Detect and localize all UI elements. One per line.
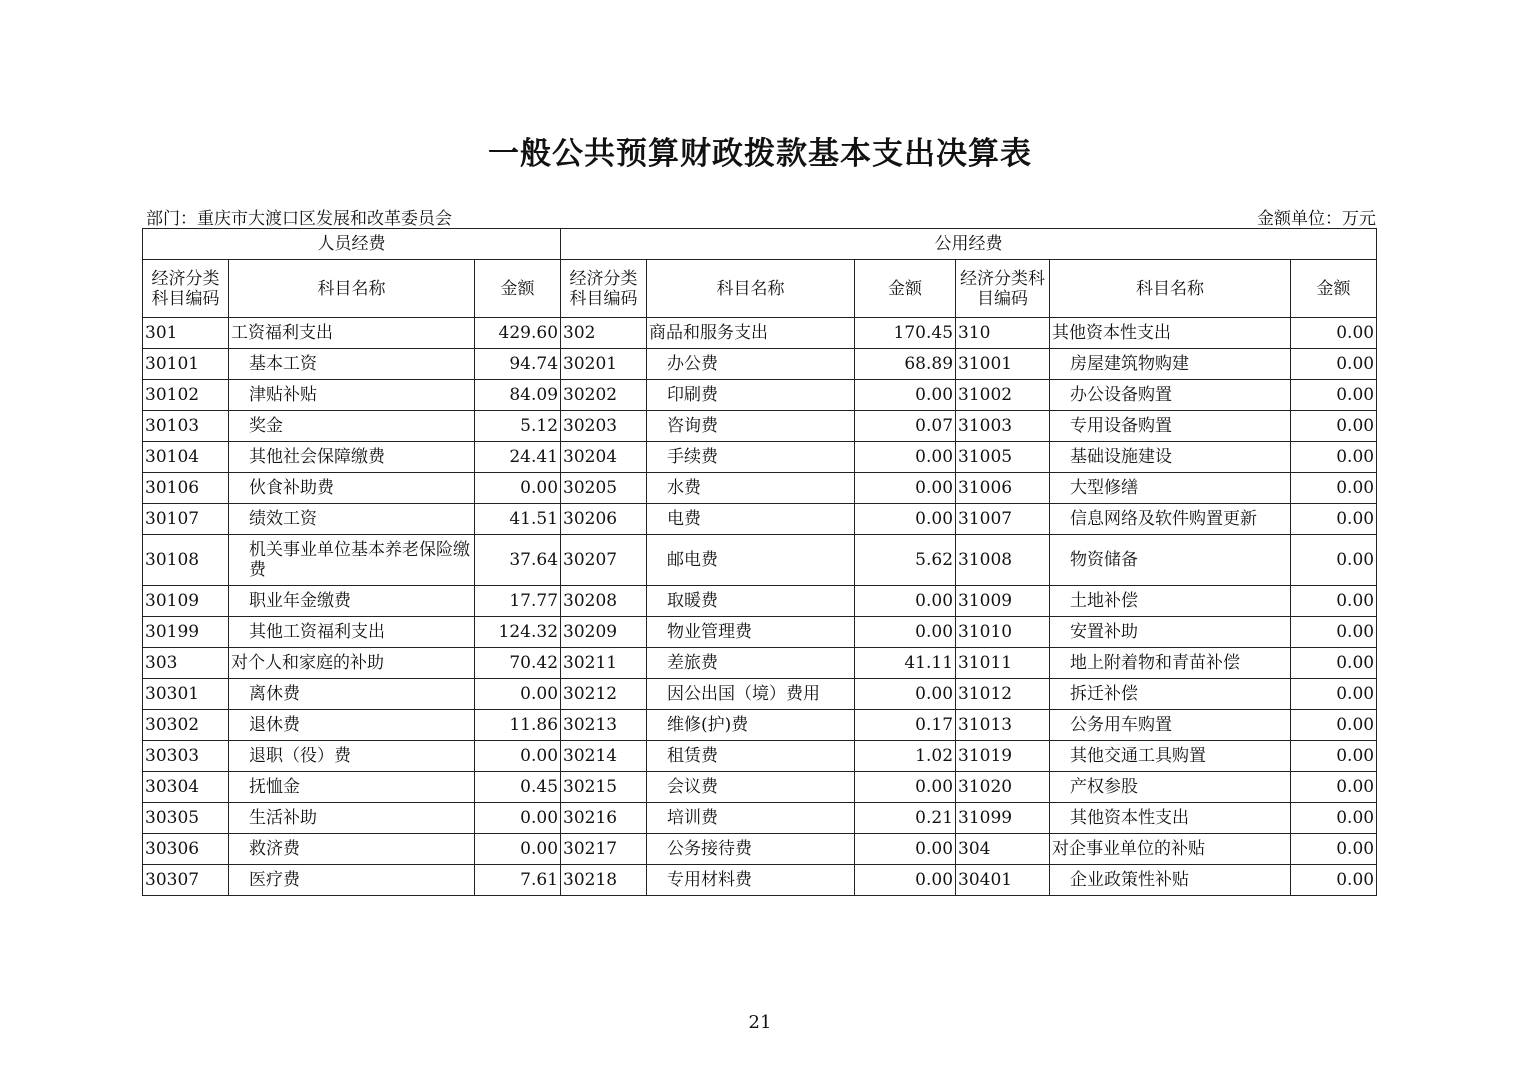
code-cell: 310 — [956, 318, 1050, 349]
expenditure-table — [142, 228, 1377, 896]
code-cell: 30106 — [143, 473, 229, 504]
name-cell: 其他资本性支出 — [1050, 803, 1291, 834]
code-cell: 30108 — [143, 535, 229, 586]
name-cell: 拆迁补偿 — [1050, 679, 1291, 710]
amount-cell: 0.00 — [475, 679, 561, 710]
amount-cell: 0.00 — [1291, 535, 1377, 586]
header-code: 经济分类科目编码 — [143, 260, 229, 318]
code-cell: 31002 — [956, 380, 1050, 411]
column-header-row — [143, 260, 1377, 318]
name-cell: 信息网络及软件购置更新 — [1050, 504, 1291, 535]
amount-cell: 5.62 — [855, 535, 956, 586]
name-cell: 房屋建筑物购建 — [1050, 349, 1291, 380]
code-cell: 30202 — [561, 380, 647, 411]
code-cell: 31007 — [956, 504, 1050, 535]
name-cell: 差旅费 — [647, 648, 855, 679]
code-cell: 31005 — [956, 442, 1050, 473]
name-cell: 机关事业单位基本养老保险缴费 — [229, 535, 475, 586]
name-cell: 生活补助 — [229, 803, 475, 834]
table-row — [143, 318, 1377, 349]
code-cell: 31099 — [956, 803, 1050, 834]
name-cell: 土地补偿 — [1050, 586, 1291, 617]
code-cell: 30215 — [561, 772, 647, 803]
amount-cell: 0.00 — [855, 586, 956, 617]
amount-cell: 70.42 — [475, 648, 561, 679]
code-cell: 30107 — [143, 504, 229, 535]
table-row — [143, 349, 1377, 380]
table-row — [143, 834, 1377, 865]
name-cell: 专用设备购置 — [1050, 411, 1291, 442]
name-cell: 物业管理费 — [647, 617, 855, 648]
name-cell: 离休费 — [229, 679, 475, 710]
amount-cell: 0.00 — [475, 741, 561, 772]
amount-cell: 0.00 — [1291, 803, 1377, 834]
name-cell: 企业政策性补贴 — [1050, 865, 1291, 896]
table-row — [143, 617, 1377, 648]
amount-cell: 24.41 — [475, 442, 561, 473]
name-cell: 其他交通工具购置 — [1050, 741, 1291, 772]
amount-cell: 0.00 — [1291, 679, 1377, 710]
name-cell: 退职（役）费 — [229, 741, 475, 772]
header-code: 经济分类科目编码 — [956, 260, 1050, 318]
name-cell: 安置补助 — [1050, 617, 1291, 648]
amount-cell: 0.00 — [855, 834, 956, 865]
amount-cell: 0.00 — [855, 504, 956, 535]
amount-cell: 0.21 — [855, 803, 956, 834]
name-cell: 邮电费 — [647, 535, 855, 586]
amount-cell: 11.86 — [475, 710, 561, 741]
amount-cell: 0.00 — [1291, 741, 1377, 772]
code-cell: 30213 — [561, 710, 647, 741]
name-cell: 其他资本性支出 — [1050, 318, 1291, 349]
code-cell: 30209 — [561, 617, 647, 648]
code-cell: 30302 — [143, 710, 229, 741]
code-cell: 303 — [143, 648, 229, 679]
name-cell: 商品和服务支出 — [647, 318, 855, 349]
code-cell: 30206 — [561, 504, 647, 535]
table-row — [143, 473, 1377, 504]
table-row — [143, 710, 1377, 741]
code-cell: 30207 — [561, 535, 647, 586]
amount-cell: 0.00 — [1291, 504, 1377, 535]
code-cell: 30208 — [561, 586, 647, 617]
name-cell: 办公设备购置 — [1050, 380, 1291, 411]
table-row — [143, 535, 1377, 586]
name-cell: 办公费 — [647, 349, 855, 380]
amount-cell: 0.00 — [855, 380, 956, 411]
name-cell: 会议费 — [647, 772, 855, 803]
amount-cell: 0.00 — [1291, 865, 1377, 896]
table-row — [143, 865, 1377, 896]
amount-cell: 0.00 — [475, 473, 561, 504]
name-cell: 租赁费 — [647, 741, 855, 772]
table-row — [143, 586, 1377, 617]
amount-cell: 17.77 — [475, 586, 561, 617]
code-cell: 30103 — [143, 411, 229, 442]
amount-cell: 0.00 — [1291, 772, 1377, 803]
code-cell: 30218 — [561, 865, 647, 896]
name-cell: 产权参股 — [1050, 772, 1291, 803]
code-cell: 30102 — [143, 380, 229, 411]
code-cell: 31001 — [956, 349, 1050, 380]
amount-cell: 0.00 — [1291, 648, 1377, 679]
amount-cell: 170.45 — [855, 318, 956, 349]
name-cell: 基础设施建设 — [1050, 442, 1291, 473]
code-cell: 30401 — [956, 865, 1050, 896]
amount-cell: 0.00 — [1291, 834, 1377, 865]
group-header-row — [143, 229, 1377, 260]
amount-cell: 0.00 — [855, 617, 956, 648]
name-cell: 因公出国（境）费用 — [647, 679, 855, 710]
amount-cell: 0.45 — [475, 772, 561, 803]
code-cell: 31009 — [956, 586, 1050, 617]
header-name: 科目名称 — [647, 260, 855, 318]
code-cell: 30211 — [561, 648, 647, 679]
amount-cell: 0.00 — [855, 772, 956, 803]
code-cell: 31011 — [956, 648, 1050, 679]
name-cell: 地上附着物和青苗补偿 — [1050, 648, 1291, 679]
amount-cell: 5.12 — [475, 411, 561, 442]
name-cell: 对企事业单位的补贴 — [1050, 834, 1291, 865]
code-cell: 30301 — [143, 679, 229, 710]
amount-cell: 68.89 — [855, 349, 956, 380]
header-name: 科目名称 — [1050, 260, 1291, 318]
code-cell: 30201 — [561, 349, 647, 380]
amount-cell: 0.00 — [1291, 442, 1377, 473]
name-cell: 专用材料费 — [647, 865, 855, 896]
name-cell: 奖金 — [229, 411, 475, 442]
code-cell: 302 — [561, 318, 647, 349]
table-row — [143, 380, 1377, 411]
table-row — [143, 741, 1377, 772]
table-row — [143, 803, 1377, 834]
name-cell: 公务用车购置 — [1050, 710, 1291, 741]
table-row — [143, 772, 1377, 803]
header-code: 经济分类科目编码 — [561, 260, 647, 318]
table-row — [143, 442, 1377, 473]
table-row — [143, 411, 1377, 442]
amount-cell: 0.07 — [855, 411, 956, 442]
code-cell: 30109 — [143, 586, 229, 617]
code-cell: 30306 — [143, 834, 229, 865]
amount-cell: 0.00 — [855, 473, 956, 504]
code-cell: 30217 — [561, 834, 647, 865]
amount-cell: 41.51 — [475, 504, 561, 535]
name-cell: 取暖费 — [647, 586, 855, 617]
amount-cell: 0.00 — [1291, 380, 1377, 411]
name-cell: 工资福利支出 — [229, 318, 475, 349]
code-cell: 31006 — [956, 473, 1050, 504]
amount-cell: 0.00 — [1291, 411, 1377, 442]
name-cell: 维修(护)费 — [647, 710, 855, 741]
code-cell: 301 — [143, 318, 229, 349]
amount-cell: 7.61 — [475, 865, 561, 896]
code-cell: 31010 — [956, 617, 1050, 648]
name-cell: 物资储备 — [1050, 535, 1291, 586]
name-cell: 伙食补助费 — [229, 473, 475, 504]
code-cell: 30214 — [561, 741, 647, 772]
name-cell: 抚恤金 — [229, 772, 475, 803]
amount-cell: 0.00 — [1291, 473, 1377, 504]
amount-cell: 84.09 — [475, 380, 561, 411]
amount-cell: 0.00 — [855, 865, 956, 896]
amount-cell: 0.00 — [1291, 617, 1377, 648]
amount-cell: 1.02 — [855, 741, 956, 772]
code-cell: 30305 — [143, 803, 229, 834]
name-cell: 基本工资 — [229, 349, 475, 380]
page-number: 21 — [748, 1012, 772, 1033]
amount-cell: 94.74 — [475, 349, 561, 380]
code-cell: 30203 — [561, 411, 647, 442]
amount-cell: 0.00 — [475, 803, 561, 834]
header-amount: 金额 — [1291, 260, 1377, 318]
code-cell: 31003 — [956, 411, 1050, 442]
name-cell: 其他社会保障缴费 — [229, 442, 475, 473]
code-cell: 31019 — [956, 741, 1050, 772]
amount-cell: 37.64 — [475, 535, 561, 586]
name-cell: 印刷费 — [647, 380, 855, 411]
code-cell: 30216 — [561, 803, 647, 834]
name-cell: 医疗费 — [229, 865, 475, 896]
code-cell: 31013 — [956, 710, 1050, 741]
code-cell: 30304 — [143, 772, 229, 803]
name-cell: 职业年金缴费 — [229, 586, 475, 617]
amount-cell: 124.32 — [475, 617, 561, 648]
code-cell: 30104 — [143, 442, 229, 473]
name-cell: 退休费 — [229, 710, 475, 741]
code-cell: 30205 — [561, 473, 647, 504]
header-name: 科目名称 — [229, 260, 475, 318]
amount-cell: 0.00 — [855, 442, 956, 473]
table-row — [143, 648, 1377, 679]
amount-cell: 0.17 — [855, 710, 956, 741]
name-cell: 对个人和家庭的补助 — [229, 648, 475, 679]
code-cell: 30101 — [143, 349, 229, 380]
group-public: 公用经费 — [561, 229, 1377, 260]
amount-cell: 0.00 — [1291, 318, 1377, 349]
name-cell: 绩效工资 — [229, 504, 475, 535]
code-cell: 30199 — [143, 617, 229, 648]
code-cell: 304 — [956, 834, 1050, 865]
code-cell: 31012 — [956, 679, 1050, 710]
name-cell: 咨询费 — [647, 411, 855, 442]
amount-cell: 0.00 — [475, 834, 561, 865]
code-cell: 30307 — [143, 865, 229, 896]
group-personnel: 人员经费 — [143, 229, 561, 260]
amount-cell: 0.00 — [1291, 710, 1377, 741]
amount-cell: 429.60 — [475, 318, 561, 349]
unit-label: 金额单位：万元 — [1257, 209, 1376, 229]
department-label: 部门：重庆市大渡口区发展和改革委员会 — [146, 209, 452, 229]
header-amount: 金额 — [855, 260, 956, 318]
amount-cell: 41.11 — [855, 648, 956, 679]
amount-cell: 0.00 — [855, 679, 956, 710]
amount-cell: 0.00 — [1291, 349, 1377, 380]
table-row — [143, 679, 1377, 710]
header-amount: 金额 — [475, 260, 561, 318]
table-row — [143, 504, 1377, 535]
name-cell: 其他工资福利支出 — [229, 617, 475, 648]
page-title: 一般公共预算财政拨款基本支出决算表 — [488, 136, 1032, 172]
name-cell: 津贴补贴 — [229, 380, 475, 411]
name-cell: 水费 — [647, 473, 855, 504]
amount-cell: 0.00 — [1291, 586, 1377, 617]
name-cell: 培训费 — [647, 803, 855, 834]
name-cell: 救济费 — [229, 834, 475, 865]
name-cell: 公务接待费 — [647, 834, 855, 865]
code-cell: 30303 — [143, 741, 229, 772]
name-cell: 大型修缮 — [1050, 473, 1291, 504]
code-cell: 31008 — [956, 535, 1050, 586]
code-cell: 30212 — [561, 679, 647, 710]
code-cell: 30204 — [561, 442, 647, 473]
name-cell: 电费 — [647, 504, 855, 535]
name-cell: 手续费 — [647, 442, 855, 473]
code-cell: 31020 — [956, 772, 1050, 803]
